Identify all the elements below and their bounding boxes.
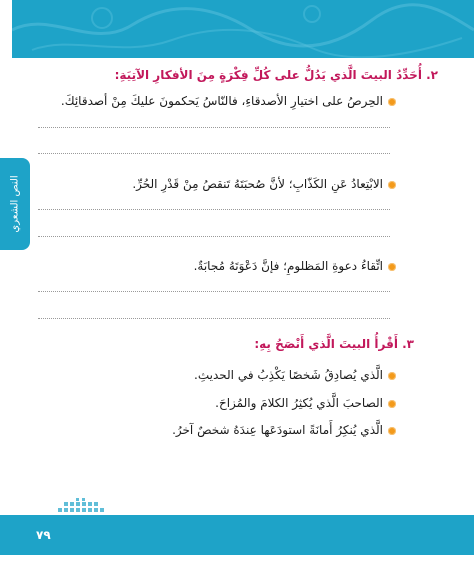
bullet-icon xyxy=(388,98,396,106)
question3-item-text: الَّذي يُنكِرُ أَمانَةً استودَعَها عِندَهُ شخصٌ آخرُ. xyxy=(172,423,383,437)
question2-item xyxy=(194,259,396,273)
question3-item xyxy=(194,368,396,382)
question2-item-text: الابْتِعادُ عَنِ الكَذّابِ؛ لأنَّ صُحبَتَهُ تَنقصُ مِنْ قَدْرِ الحُرِّ. xyxy=(132,177,383,191)
bullet-icon xyxy=(388,400,396,408)
question2-title: ٢. أُحَدِّدُ البيتَ الَّذي يَدُلُّ على كُلِّ فِكْرَةٍ مِنَ الأفكارِ الآتِيَةِ: xyxy=(114,68,438,82)
answer-line[interactable] xyxy=(38,318,390,319)
bullet-icon xyxy=(388,427,396,435)
question2-item xyxy=(132,177,396,191)
answer-line[interactable] xyxy=(38,291,390,292)
question2-item-text: اتِّقاءُ دعوةِ المَظلومِ؛ فإنَّ دَعْوَتَهُ مُجابَةٌ. xyxy=(193,259,383,273)
question3-item-text: الَّذي يُصادِقُ شَخصًا يَكْذِبُ في الحديثِ. xyxy=(194,368,383,382)
answer-line[interactable] xyxy=(38,153,390,154)
question3-item-text: الصاحبَ الَّذي يُكثِرُ الكلامَ والمُزاحَ. xyxy=(215,396,383,410)
bullet-icon xyxy=(388,372,396,380)
bullet-icon xyxy=(388,263,396,271)
bullet-icon xyxy=(388,181,396,189)
header-decoration xyxy=(12,0,474,58)
side-tab-label: النص الشعري xyxy=(9,175,21,233)
answer-line[interactable] xyxy=(38,127,390,128)
answer-line[interactable] xyxy=(38,209,390,210)
side-tab xyxy=(0,158,30,250)
question2-item-text: الحِرصُ على اختيارِ الأصدقاءِ، فالنّاسُ يَحكمونَ عليكَ مِنْ أصدقائِكَ. xyxy=(60,94,383,108)
question2-item xyxy=(61,94,396,108)
dots-decoration xyxy=(58,498,118,516)
question3-item xyxy=(215,396,396,410)
answer-line[interactable] xyxy=(38,236,390,237)
question3-title: ٣. أَقْرأُ البيتَ الَّذي أَنْصَحُ بِهِ: xyxy=(254,337,414,351)
question3-item xyxy=(172,423,396,437)
header-band xyxy=(12,0,474,58)
footer-band xyxy=(0,515,474,555)
page-number: ٧٩ xyxy=(36,528,51,542)
